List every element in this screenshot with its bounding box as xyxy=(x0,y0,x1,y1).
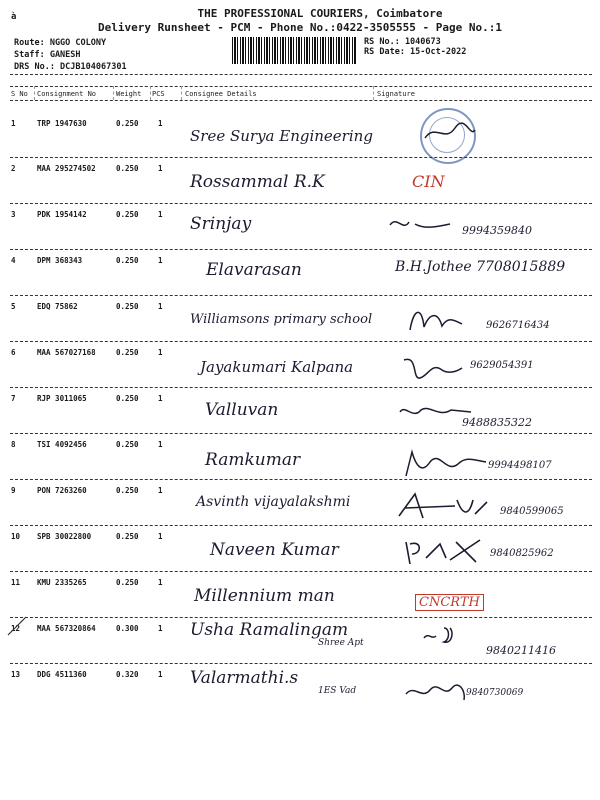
table-row xyxy=(0,252,600,296)
row-pcs: 1 xyxy=(158,624,163,633)
row-weight: 0.250 xyxy=(116,486,139,495)
signature-mark xyxy=(420,118,480,148)
signature-phone: 9626716434 xyxy=(486,320,550,331)
table-row xyxy=(0,344,600,388)
row-weight: 0.320 xyxy=(116,670,139,679)
row-pcs: 1 xyxy=(158,486,163,495)
signature-mark xyxy=(400,446,490,480)
row-weight: 0.250 xyxy=(116,394,139,403)
runsheet-title: Delivery Runsheet - PCM - Phone No.:0422-3505555 - Page No.:1 xyxy=(98,21,502,34)
column-header-bottom xyxy=(10,100,592,101)
rs-date: RS Date: 15-Oct-2022 xyxy=(364,47,467,57)
signature-phone: 9840730069 xyxy=(466,688,524,698)
row-weight: 0.250 xyxy=(116,210,139,219)
row-divider xyxy=(10,663,592,664)
barcode xyxy=(232,37,356,64)
row-consignee: Valarmathi.s xyxy=(190,668,299,688)
col-signature: Signature xyxy=(377,90,415,98)
row-consignment: MAA 567320864 xyxy=(37,624,96,633)
row-sno: 10 xyxy=(11,532,21,541)
row-divider xyxy=(10,249,592,250)
row-divider xyxy=(10,341,592,342)
receipt-stamp-text: CNCRTH xyxy=(415,594,484,611)
column-header-top xyxy=(10,86,592,87)
row-divider xyxy=(10,525,592,526)
header-divider xyxy=(10,74,592,75)
signature-mark xyxy=(400,674,470,708)
row-weight: 0.250 xyxy=(116,348,139,357)
row-weight: 0.250 xyxy=(116,532,139,541)
row-consignment: PON 7263260 xyxy=(37,486,87,495)
signature-mark xyxy=(385,210,455,238)
row-sno: 9 xyxy=(11,486,16,495)
col-divider xyxy=(181,86,182,100)
consignee-note: Shree Apt xyxy=(318,638,364,648)
signature-name-phone: B.H.Jothee 7708015889 xyxy=(395,259,566,275)
row-consignment: RJP 3011065 xyxy=(37,394,87,403)
row-consignee: Naveen Kumar xyxy=(210,540,339,560)
table-row xyxy=(0,482,600,526)
rs-number: RS No.: 1040673 xyxy=(364,37,441,47)
row-divider xyxy=(10,203,592,204)
row-consignee: Valluvan xyxy=(205,400,279,420)
row-divider xyxy=(10,571,592,572)
signature-mark xyxy=(400,534,490,568)
col-divider xyxy=(150,86,151,100)
row-pcs: 1 xyxy=(158,440,163,449)
row-sno: 13 xyxy=(11,670,21,679)
row-pcs: 1 xyxy=(158,394,163,403)
consignee-note: 1ES Vad xyxy=(318,686,357,696)
row-weight: 0.250 xyxy=(116,440,139,449)
row-weight: 0.250 xyxy=(116,578,139,587)
signature-phone: 9840825962 xyxy=(490,548,554,559)
signature-phone: 9994359840 xyxy=(462,224,532,237)
col-divider xyxy=(34,86,35,100)
corner-mark: à xyxy=(11,12,17,22)
table-row xyxy=(0,666,600,710)
row-pcs: 1 xyxy=(158,119,163,128)
row-pcs: 1 xyxy=(158,670,163,679)
company-name: THE PROFESSIONAL COURIERS, Coimbatore xyxy=(197,7,443,20)
row-pcs: 1 xyxy=(158,578,163,587)
row-pcs: 1 xyxy=(158,210,163,219)
signature-mark xyxy=(402,302,472,336)
drs-number: DRS No.: DCJB104067301 xyxy=(14,62,127,72)
row-consignee: Srinjay xyxy=(190,214,252,234)
col-pcs: PCS xyxy=(152,90,165,98)
col-sno: S No xyxy=(11,90,28,98)
signature-mark xyxy=(398,350,468,384)
row-consignment: EDQ 75862 xyxy=(37,302,78,311)
signature-phone: 9840211416 xyxy=(486,644,556,657)
row-consignee: Millennium man xyxy=(194,586,335,606)
row-weight: 0.250 xyxy=(116,119,139,128)
row-consignment: DPM 368343 xyxy=(37,256,83,265)
row-weight: 0.250 xyxy=(116,302,139,311)
row-pcs: 1 xyxy=(158,256,163,265)
row-consignee: Usha Ramalingam xyxy=(190,620,349,640)
row-pcs: 1 xyxy=(158,302,163,311)
row-consignee: Jayakumari Kalpana xyxy=(200,358,354,376)
signature-mark xyxy=(395,490,495,524)
staff-field: Staff: GANESH xyxy=(14,50,81,60)
table-row xyxy=(0,160,600,204)
col-consignment: Consignment No xyxy=(37,90,97,98)
row-divider xyxy=(10,157,592,158)
row-consignee: Rossammal R.K xyxy=(190,172,325,192)
row-consignee: Williamsons primary school xyxy=(190,312,373,327)
row-sno: 12 xyxy=(11,624,21,633)
row-consignment: SPB 30022800 xyxy=(37,532,92,541)
table-row xyxy=(0,298,600,342)
row-consignee: Ramkumar xyxy=(205,450,301,470)
col-divider xyxy=(373,86,374,100)
strike-mark xyxy=(6,615,30,637)
row-consignment: TRP 1947630 xyxy=(37,119,87,128)
row-sno: 1 xyxy=(11,119,16,128)
table-row xyxy=(0,115,600,159)
row-sno: 7 xyxy=(11,394,16,403)
table-row xyxy=(0,528,600,572)
table-row xyxy=(0,574,600,618)
row-weight: 0.250 xyxy=(116,256,139,265)
row-consignee: Sree Surya Engineering xyxy=(190,127,373,145)
route-field: Route: NGGO COLONY xyxy=(14,38,107,48)
col-consignee: Consignee Details xyxy=(185,90,257,98)
table-row xyxy=(0,390,600,434)
row-sno: 3 xyxy=(11,210,16,219)
row-consignment: KMU 2335265 xyxy=(37,578,87,587)
row-sno: 4 xyxy=(11,256,16,265)
table-row xyxy=(0,206,600,250)
row-divider xyxy=(10,433,592,434)
row-sno: 5 xyxy=(11,302,16,311)
col-weight: Weight xyxy=(116,90,142,98)
col-divider xyxy=(113,86,114,100)
row-consignment: MAA 295274502 xyxy=(37,164,96,173)
table-row xyxy=(0,620,600,664)
row-consignee: Elavarasan xyxy=(206,260,302,280)
table-row xyxy=(0,436,600,480)
row-sno: 2 xyxy=(11,164,16,173)
row-divider xyxy=(10,387,592,388)
row-pcs: 1 xyxy=(158,164,163,173)
receipt-stamp-text: CIN xyxy=(412,172,445,191)
row-consignment: DDG 4511360 xyxy=(37,670,87,679)
signature-phone: 9994498107 xyxy=(488,460,552,471)
row-divider xyxy=(10,617,592,618)
row-weight: 0.300 xyxy=(116,624,139,633)
row-pcs: 1 xyxy=(158,348,163,357)
row-divider xyxy=(10,479,592,480)
row-divider xyxy=(10,295,592,296)
row-sno: 6 xyxy=(11,348,16,357)
row-consignment: TSI 4092456 xyxy=(37,440,87,449)
row-consignment: MAA 567027168 xyxy=(37,348,96,357)
signature-mark xyxy=(395,400,475,424)
signature-phone: 9840599065 xyxy=(500,506,564,517)
row-pcs: 1 xyxy=(158,532,163,541)
signature-mark xyxy=(420,624,460,648)
signature-phone: 9488835322 xyxy=(462,416,532,429)
row-sno: 11 xyxy=(11,578,21,587)
row-weight: 0.250 xyxy=(116,164,139,173)
row-sno: 8 xyxy=(11,440,16,449)
row-consignment: PDK 1954142 xyxy=(37,210,87,219)
signature-phone: 9629054391 xyxy=(470,360,534,371)
row-consignee: Asvinth vijayalakshmi xyxy=(196,494,351,510)
